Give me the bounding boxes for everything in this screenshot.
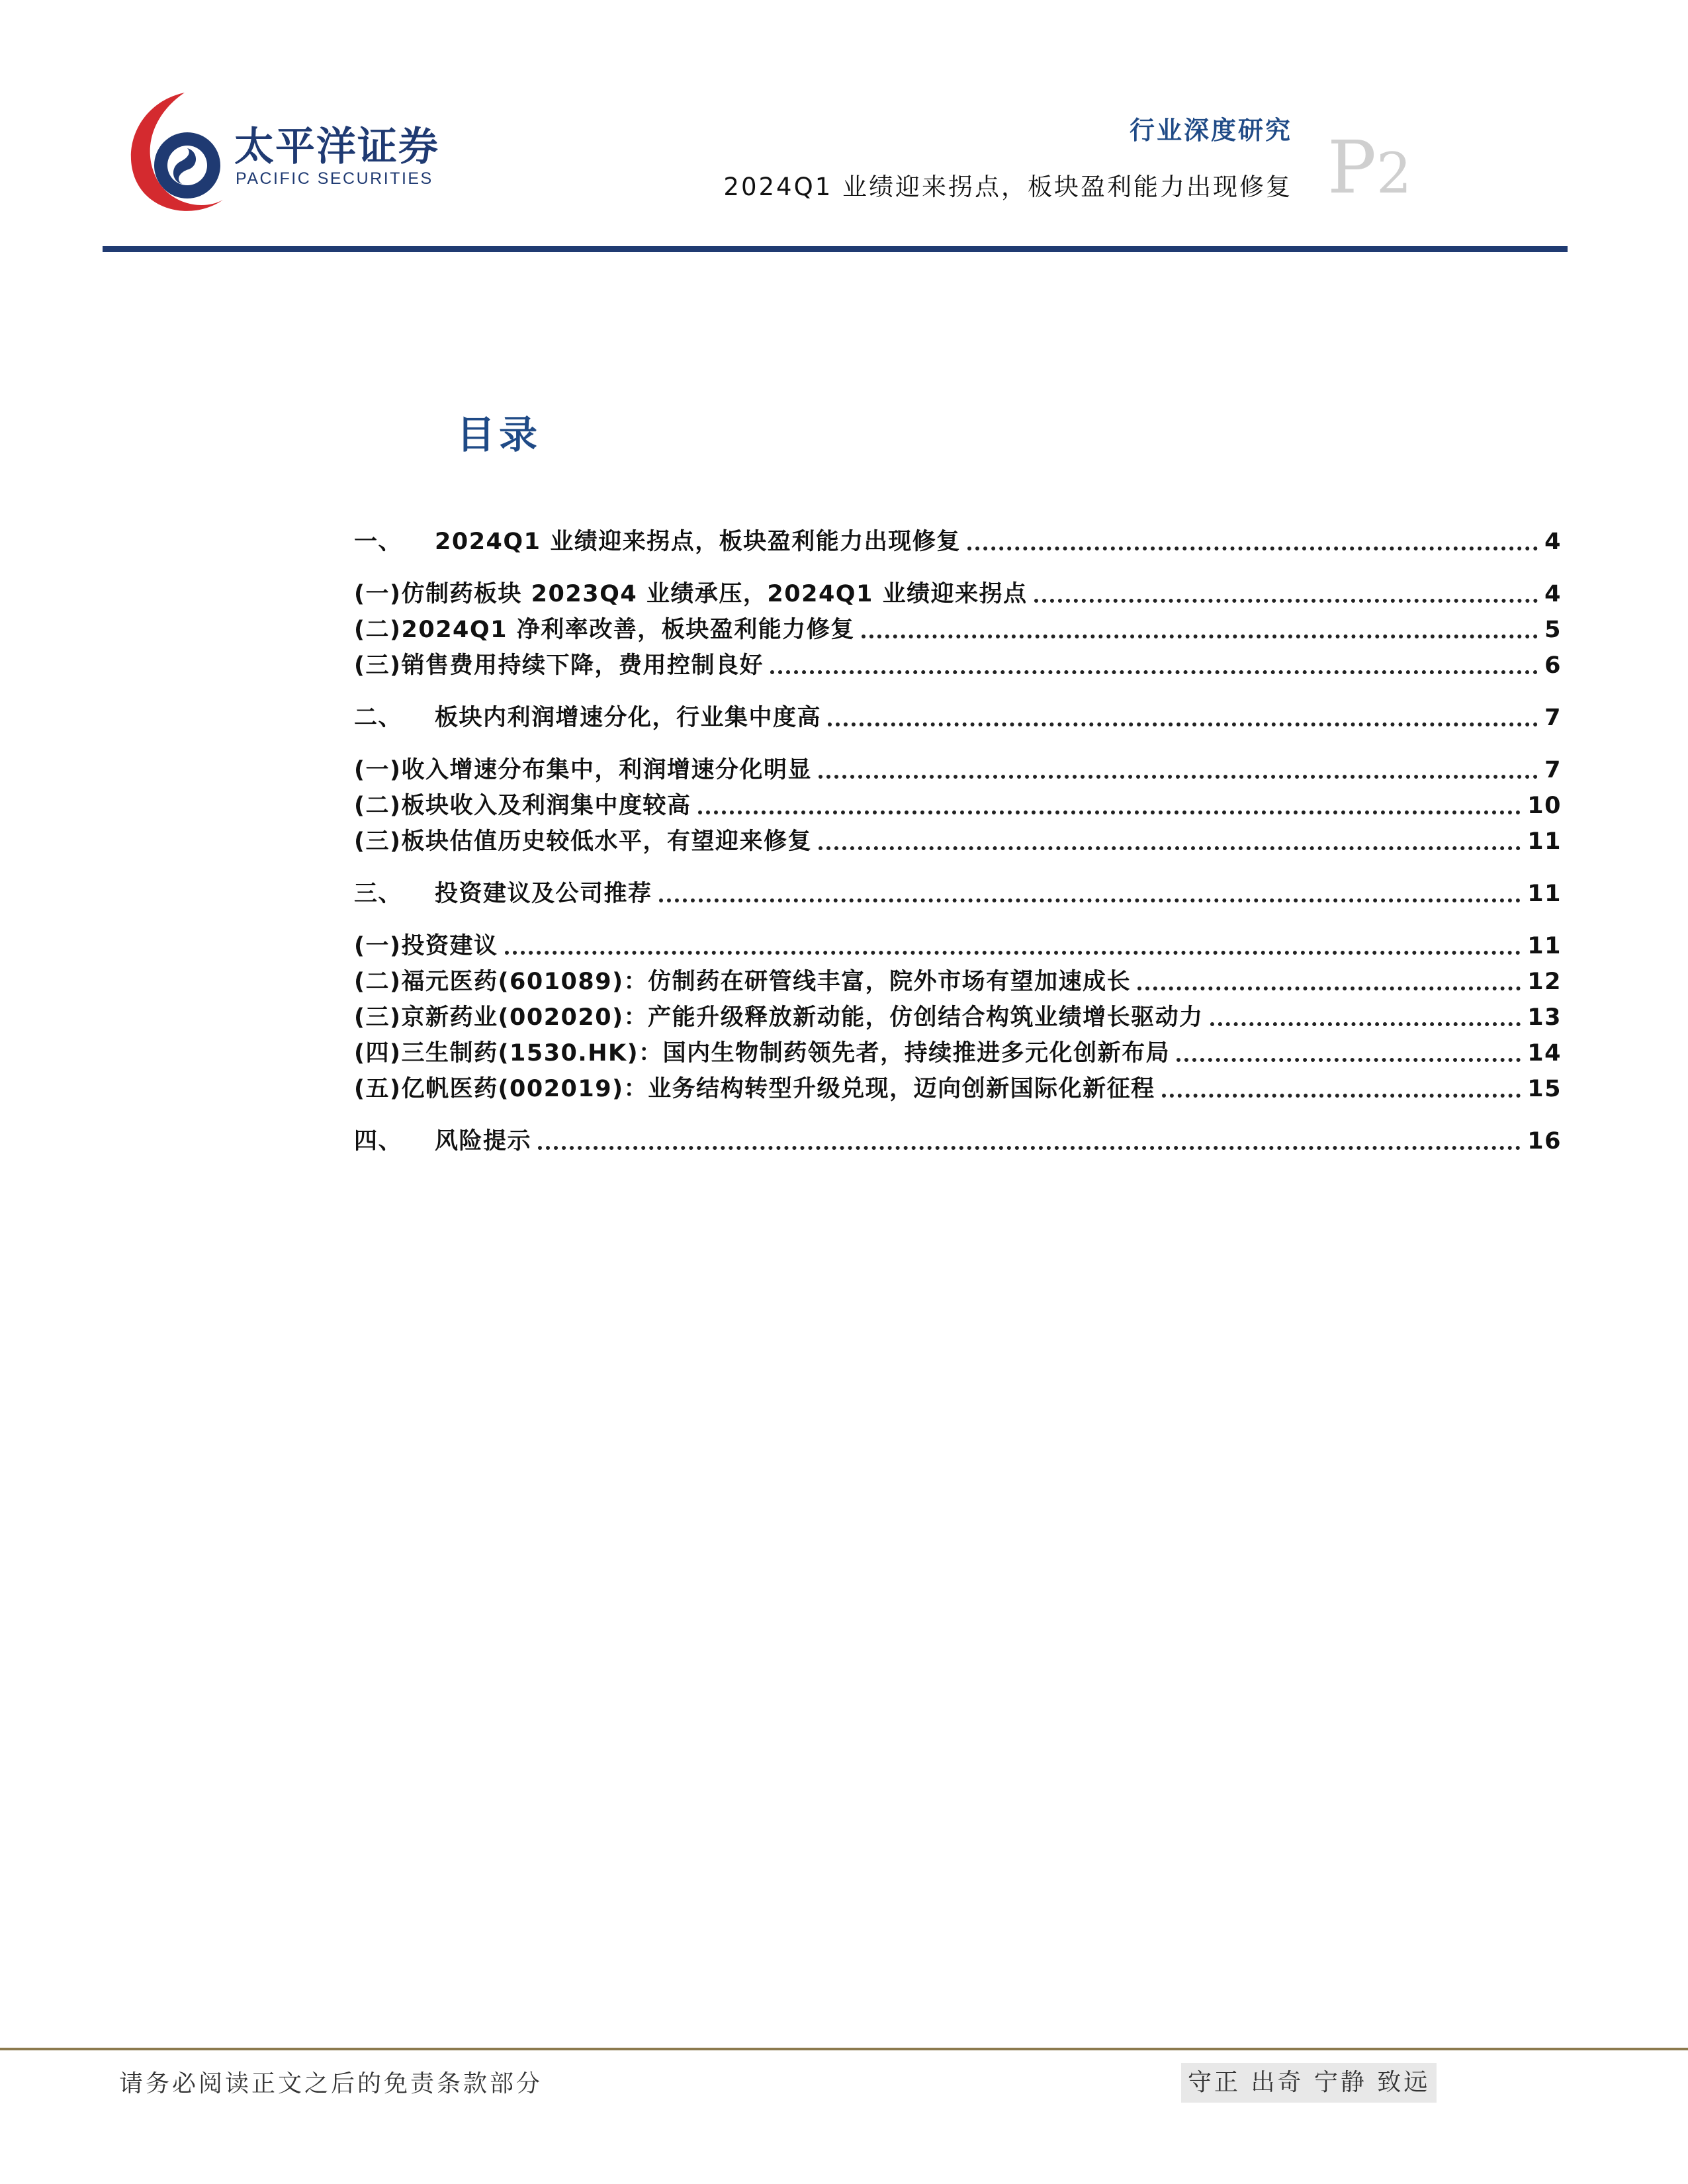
toc-entry[interactable] xyxy=(354,615,1562,645)
toc-entry-title: 亿帆医药(002019)：业务结构转型升级兑现，迈向创新国际化新征程 xyxy=(401,1076,1155,1102)
toc-entry-number: (二) xyxy=(354,617,402,643)
toc-entry[interactable] xyxy=(354,967,1562,997)
brand-name-en: PACIFIC SECURITIES xyxy=(236,169,433,188)
toc-entry-page: 15 xyxy=(1527,1076,1562,1102)
toc-leader-dots xyxy=(1034,599,1538,603)
toc-entry[interactable] xyxy=(354,1038,1562,1069)
toc-leader-dots xyxy=(1210,1022,1521,1026)
toc-entry[interactable] xyxy=(354,1074,1562,1104)
toc-entry[interactable] xyxy=(354,1126,1562,1157)
footer-divider xyxy=(0,2048,1688,2050)
pacific-securities-logo xyxy=(116,87,235,220)
toc-entry[interactable] xyxy=(354,755,1562,785)
toc-entry-number: (二) xyxy=(354,793,402,819)
page-number-label xyxy=(1327,125,1412,210)
toc-entry[interactable] xyxy=(354,650,1562,681)
footer-motto: 守正 出奇 宁静 致远 xyxy=(1181,2063,1437,2103)
toc-entry-page: 11 xyxy=(1527,881,1562,907)
toc-entry-number: 一、 xyxy=(354,529,403,555)
toc-entry-page: 5 xyxy=(1544,617,1562,643)
page-number: 2 xyxy=(1376,141,1412,206)
toc-entry-page: 14 xyxy=(1527,1040,1562,1067)
toc-entry-title: 2024Q1 业绩迎来拐点，板块盈利能力出现修复 xyxy=(435,529,961,555)
toc-leader-dots xyxy=(967,546,1538,550)
toc-title: 目录 xyxy=(457,412,542,457)
toc-leader-dots xyxy=(1177,1058,1521,1062)
toc-entry-number: (三) xyxy=(354,828,402,855)
toc-leader-dots xyxy=(862,634,1538,638)
report-subtitle: 2024Q1 业绩迎来拐点，板块盈利能力出现修复 xyxy=(723,173,1292,201)
footer-disclaimer: 请务必阅读正文之后的免责条款部分 xyxy=(119,2070,543,2097)
toc-entry-number: (三) xyxy=(354,1004,402,1031)
toc-leader-dots xyxy=(1162,1094,1521,1098)
toc-entry-number: (三) xyxy=(354,652,402,679)
toc-entry-title: 投资建议 xyxy=(401,933,498,959)
toc-leader-dots xyxy=(698,810,1521,814)
toc-entry-page: 10 xyxy=(1527,793,1562,819)
brand-name-cn: 太平洋证券 xyxy=(234,124,439,170)
toc-leader-dots xyxy=(1137,986,1521,990)
toc-entry-page: 4 xyxy=(1544,581,1562,607)
toc-entry[interactable] xyxy=(354,1002,1562,1033)
toc-entry[interactable] xyxy=(354,703,1562,733)
toc-entry-page: 11 xyxy=(1527,933,1562,959)
toc-entry-title: 2024Q1 净利率改善，板块盈利能力修复 xyxy=(401,617,855,643)
toc-entry-number: (四) xyxy=(354,1040,402,1067)
toc-entry[interactable] xyxy=(354,931,1562,961)
toc-entry[interactable] xyxy=(354,579,1562,609)
toc-entry-page: 4 xyxy=(1544,529,1562,555)
toc-entry-number: 二、 xyxy=(354,705,403,731)
toc-entry-page: 12 xyxy=(1527,969,1562,995)
toc-leader-dots xyxy=(819,846,1521,850)
toc-entry-page: 7 xyxy=(1544,757,1562,783)
toc-entry-number: 四、 xyxy=(354,1128,403,1155)
toc-entry[interactable] xyxy=(354,527,1562,557)
toc-entry-title: 板块内利润增速分化，行业集中度高 xyxy=(435,705,822,731)
toc-entry-page: 6 xyxy=(1544,652,1562,679)
toc-entry-title: 仿制药板块 2023Q4 业绩承压，2024Q1 业绩迎来拐点 xyxy=(401,581,1028,607)
toc-entry-number: (一) xyxy=(354,581,402,607)
toc-leader-dots xyxy=(659,898,1521,902)
toc-entry-title: 销售费用持续下降，费用控制良好 xyxy=(401,652,764,679)
toc-entry[interactable] xyxy=(354,826,1562,857)
toc-entry-number: (五) xyxy=(354,1076,402,1102)
toc-leader-dots xyxy=(770,670,1538,674)
toc-entry-number: (一) xyxy=(354,933,402,959)
toc-entry-title: 投资建议及公司推荐 xyxy=(435,881,652,907)
toc-entry-title: 京新药业(002020)：产能升级释放新动能，仿创结合构筑业绩增长驱动力 xyxy=(401,1004,1204,1031)
toc-entry-page: 11 xyxy=(1527,828,1562,855)
toc-entry-title: 板块收入及利润集中度较高 xyxy=(401,793,691,819)
report-type: 行业深度研究 xyxy=(1129,116,1292,145)
toc-leader-dots xyxy=(505,951,1521,955)
toc-entry-title: 福元医药(601089)：仿制药在研管线丰富，院外市场有望加速成长 xyxy=(401,969,1132,995)
toc-entry-number: (二) xyxy=(354,969,402,995)
toc-leader-dots xyxy=(828,722,1538,726)
page-letter: P xyxy=(1327,125,1377,210)
toc-entry[interactable] xyxy=(354,791,1562,821)
toc-entry-title: 收入增速分布集中，利润增速分化明显 xyxy=(401,757,813,783)
toc-entry-page: 16 xyxy=(1527,1128,1562,1155)
toc-entry[interactable] xyxy=(354,879,1562,909)
toc-entry-title: 风险提示 xyxy=(435,1128,532,1155)
toc-entry-page: 13 xyxy=(1527,1004,1562,1031)
toc-leader-dots xyxy=(819,775,1538,779)
toc-entry-page: 7 xyxy=(1544,705,1562,731)
toc-leader-dots xyxy=(538,1146,1521,1150)
toc-entry-number: 三、 xyxy=(354,881,403,907)
header-divider xyxy=(103,246,1568,252)
toc-entry-title: 三生制药(1530.HK)：国内生物制药领先者，持续推进多元化创新布局 xyxy=(401,1040,1171,1067)
toc-entry-title: 板块估值历史较低水平，有望迎来修复 xyxy=(401,828,813,855)
toc-entry-number: (一) xyxy=(354,757,402,783)
